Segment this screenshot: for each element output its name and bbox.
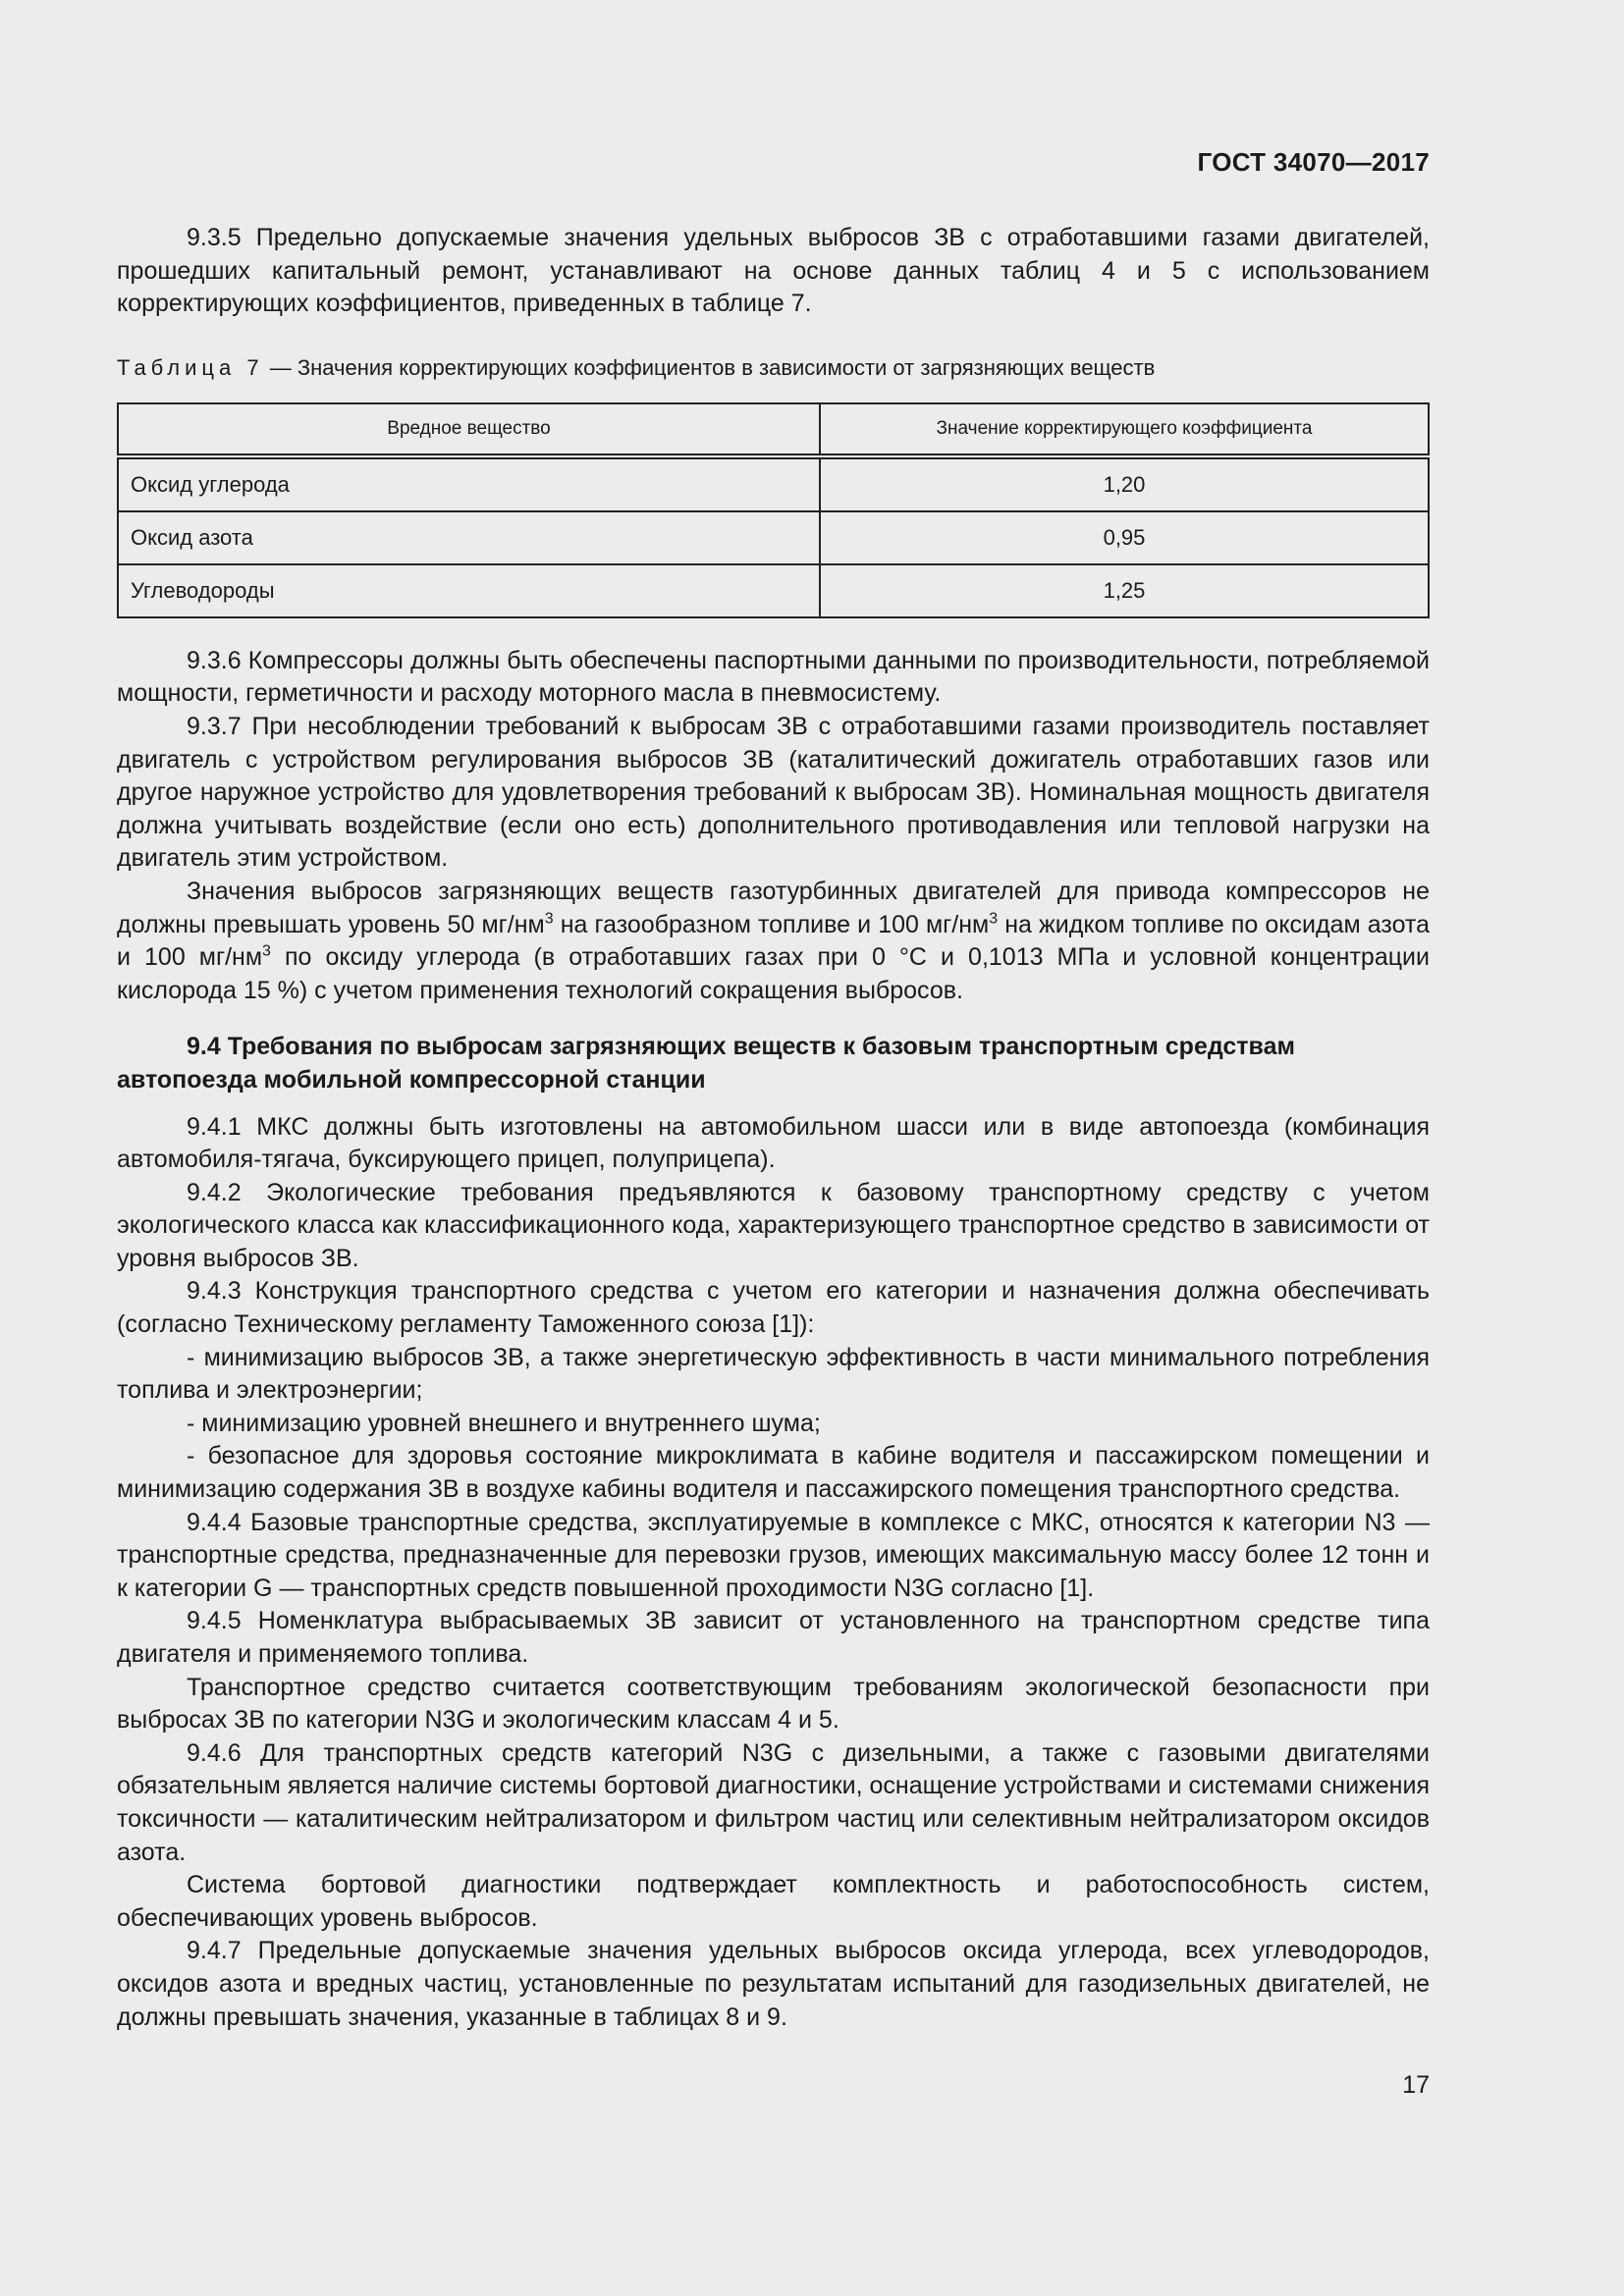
paragraph-9-3-7: 9.3.7 При несоблюдении требований к выбросам ЗВ с отработавшими газами производитель поставляет двигатель с устройством регулирования выбросов ЗВ (каталитический дожигатель отработавших газов или другое наружное устройство для удовлетворения требований к выбросам ЗВ). Номинальная мощность двигателя должна учитывать воздействие (если оно есть) дополнительного противодавления или тепловой нагрузки на двигатель этим устройством. xyxy=(117,712,1430,873)
coefficient-cell: 1,25 xyxy=(820,564,1429,617)
coefficient-table xyxy=(117,402,1430,618)
column-header-substance: Вредное вещество xyxy=(118,403,820,456)
paragraph-9-4-6: 9.4.6 Для транспортных средств категорий N3G с дизельными, а также с газовыми двигателями обязательным является наличие системы бортовой диагностики, оснащение устройствами и системами снижения токсичности — каталитическим нейтрализатором и фильтром частиц или селективным нейтрализатором оксидов азота. xyxy=(117,1738,1430,1866)
table-caption-text: — Значения корректирующих коэффициентов в зависимости от загрязняющих веществ xyxy=(269,354,1156,380)
table-row xyxy=(118,511,1429,564)
superscript: 3 xyxy=(989,910,999,928)
superscript: 3 xyxy=(544,910,554,928)
table-row xyxy=(118,564,1429,617)
paragraph-vehicle-compliance: Транспортное средство считается соответствующим требованиям экологической безопасности при выбросах ЗВ по категории N3G и экологическим классам 4 и 5. xyxy=(117,1673,1430,1735)
document-body xyxy=(117,222,1430,2034)
paragraph-emission-values xyxy=(117,876,1430,1007)
substance-cell: Оксид углерода xyxy=(118,456,820,511)
paragraph-9-3-6: 9.3.6 Компрессоры должны быть обеспечены паспортными данными по производительности, потребляемой мощности, герметичности и расходу моторного масла в пневмосистему. xyxy=(117,646,1430,708)
list-item: - минимизацию выбросов ЗВ, а также энергетическую эффективность в части минимального потребления топлива и электроэнергии; xyxy=(117,1343,1430,1405)
table-row xyxy=(118,456,1429,511)
paragraph-diagnostics: Система бортовой диагностики подтверждает комплектность и работоспособность систем, обеспечивающих уровень выбросов. xyxy=(117,1871,1430,1932)
section-heading-9-4: 9.4 Требования по выбросам загрязняющих веществ к базовым транспортным средствам автопоезда мобильной компрессорной станции xyxy=(117,1033,1295,1094)
paragraph-9-4-1: 9.4.1 МКС должны быть изготовлены на автомобильном шасси или в виде автопоезда (комбинация автомобиля-тягача, буксирующего прицеп, полуприцепа). xyxy=(117,1112,1430,1174)
column-header-coefficient: Значение корректирующего коэффициента xyxy=(820,403,1429,456)
substance-cell: Углеводороды xyxy=(118,564,820,617)
emission-text-3: на жидком топливе по оксидам азота и 100 мг/нм xyxy=(117,910,1431,972)
table-header-row xyxy=(118,403,1429,456)
list-item: - минимизацию уровней внешнего и внутреннего шума; xyxy=(187,1409,821,1437)
paragraph-9-3-5: 9.3.5 Предельно допускаемые значения удельных выбросов ЗВ с отработавшими газами двигателей, прошедших капитальный ремонт, устанавливают на основе данных таблиц 4 и 5 с использованием корректирующих коэффициентов, приведенных в таблице 7. xyxy=(117,224,1430,318)
list-item: - безопасное для здоровья состояние микроклимата в кабине водителя и пассажирском помещении и минимизацию содержания ЗВ в воздухе кабины водителя и пассажирского помещения транспортного средства. xyxy=(117,1442,1430,1504)
paragraph-9-4-4: 9.4.4 Базовые транспортные средства, эксплуатируемые в комплексе с МКС, относятся к категории N3 — транспортные средства, предназначенные для перевозки грузов, имеющих максимальную массу более 12 тонн и к категории G — транспортных средств повышенной проходимости N3G согласно [1]. xyxy=(117,1508,1430,1602)
coefficient-cell: 0,95 xyxy=(820,511,1429,564)
substance-cell: Оксид азота xyxy=(118,511,820,564)
document-id: ГОСТ 34070—2017 xyxy=(1197,147,1430,177)
table-caption xyxy=(117,354,1430,382)
emission-text-1: Значения выбросов загрязняющих веществ газотурбинных двигателей для привода компрессоров не должны превышать уровень 50 мг/нм xyxy=(117,877,1430,938)
paragraph-9-4-2: 9.4.2 Экологические требования предъявляются к базовому транспортному средству с учетом экологического класса как классификационного кода, характеризующего транспортное средство в зависимости от уровня выбросов ЗВ. xyxy=(117,1178,1430,1272)
table-caption-label: Таблица 7 xyxy=(117,354,264,380)
coefficient-cell: 1,20 xyxy=(820,456,1429,511)
emission-text-2: на газообразном топливе и 100 мг/нм xyxy=(553,910,990,938)
superscript: 3 xyxy=(262,942,271,960)
emission-text-4: по оксиду углерода (в отработавших газах при 0 °С и 0,1013 МПа и условной концентрации кислорода 15 %) с учетом применения технологий сокращения выбросов. xyxy=(117,943,1430,1004)
page-number: 17 xyxy=(1402,2071,1430,2099)
paragraph-9-4-5: 9.4.5 Номенклатура выбрасываемых ЗВ зависит от установленного на транспортном средстве типа двигателя и применяемого топлива. xyxy=(117,1607,1430,1668)
paragraph-9-4-7: 9.4.7 Предельные допускаемые значения удельных выбросов оксида углерода, всех углеводородов, оксидов азота и вредных частиц, установленные по результатам испытаний для газодизельных двигателей, не должны превышать значения, указанные в таблицах 8 и 9. xyxy=(117,1937,1430,2031)
paragraph-9-4-3: 9.4.3 Конструкция транспортного средства с учетом его категории и назначения должна обеспечивать (согласно Техническому регламенту Таможенного союза [1]): xyxy=(117,1277,1430,1339)
